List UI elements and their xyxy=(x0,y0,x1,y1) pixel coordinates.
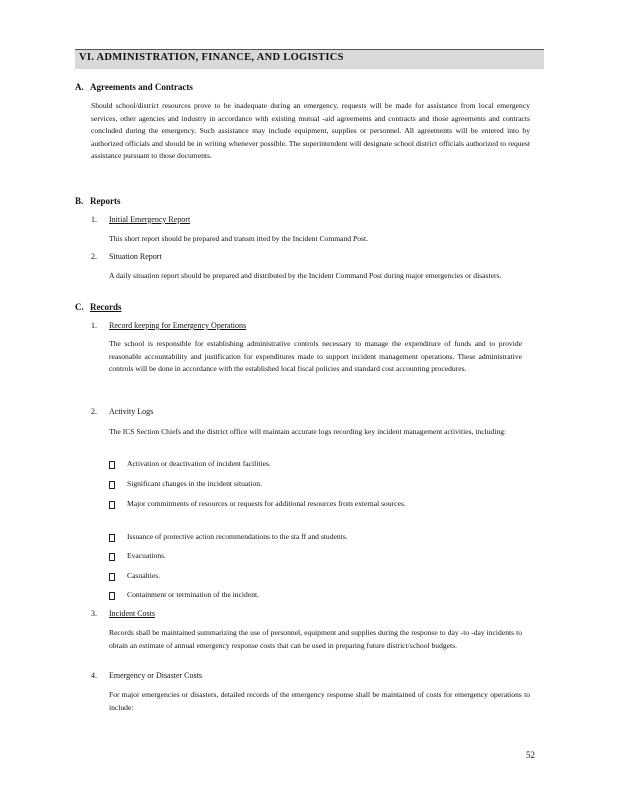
report-item-1-number: 1. xyxy=(91,215,97,224)
report-item-1-title: Initial Emergency Report xyxy=(109,215,191,224)
records-item-4-body: For major emergencies or disasters, detailed records of the emergency response shall be maintained of costs for emergency operations to include: xyxy=(109,690,530,712)
records-item-1-number: 1. xyxy=(91,321,97,330)
report-item-2-number: 2. xyxy=(91,252,97,261)
checkbox-bullet-icon xyxy=(109,501,115,509)
records-item-3-title: Incident Costs xyxy=(109,609,155,618)
activity-log-bullet-text: Activation or deactivation of incident facilities. xyxy=(127,459,271,468)
subsection-b-title: Reports xyxy=(90,196,121,206)
subsection-c-title: Records xyxy=(90,302,122,312)
records-item-1-body: The school is responsible for establishing administrative controls necessary to manage the expenditure of funds and to provide reasonable accountability and justification for expenditures made to support incident management operations. These administrative controls will be done in accordance with the established local fiscal policies and standard cost accounting procedures. xyxy=(109,339,522,374)
activity-log-bullet xyxy=(109,478,523,491)
activity-log-bullet xyxy=(109,498,523,524)
activity-log-bullet-text: Evacuations. xyxy=(127,551,167,560)
checkbox-bullet-icon xyxy=(109,553,115,561)
subsection-a-heading xyxy=(75,82,375,94)
activity-log-bullet-text: Major commitments of resources or requests for additional resources from external sources. xyxy=(127,499,406,508)
records-item-4-heading xyxy=(91,671,391,682)
report-item-1-heading xyxy=(91,215,391,226)
subsection-c-heading xyxy=(75,302,275,314)
records-item-3-heading xyxy=(91,609,391,620)
records-item-1-title: Record keeping for Emergency Operations xyxy=(109,321,247,330)
report-item-1-body: This short report should be prepared and transm itted by the Incident Command Post. xyxy=(109,234,368,243)
page-number: 52 xyxy=(526,750,535,760)
activity-log-bullet-text: Significant changes in the incident situation. xyxy=(127,479,262,488)
activity-log-bullet xyxy=(109,531,523,544)
activity-log-bullet-text: Issuance of protective action recommendations to the sta ff and students. xyxy=(127,532,348,541)
checkbox-bullet-icon xyxy=(109,573,115,581)
checkbox-bullet-icon xyxy=(109,481,115,489)
records-item-4-title: Emergency or Disaster Costs xyxy=(109,671,202,680)
section-header-bar xyxy=(75,49,544,69)
records-item-4-number: 4. xyxy=(91,671,97,680)
section-title: VI. ADMINISTRATION, FINANCE, AND LOGISTICS xyxy=(79,52,344,63)
activity-log-bullet xyxy=(109,550,523,563)
report-item-2-title: Situation Report xyxy=(109,252,162,261)
checkbox-bullet-icon xyxy=(109,461,115,469)
subsection-a-letter: A. xyxy=(75,82,84,92)
activity-log-bullet-text: Containment or termination of the incident. xyxy=(127,590,260,599)
records-item-2-number: 2. xyxy=(91,407,97,416)
activity-log-bullet xyxy=(109,570,523,583)
subsection-b-letter: B. xyxy=(75,196,84,206)
records-item-1-heading xyxy=(91,321,391,332)
records-item-3-body: Records shall be maintained summarizing the use of personnel, equipment and supplies during the response to day -to -day incidents to obtain an estimate of annual emergency response costs that can be used in preparing future district/school budgets. xyxy=(109,628,522,650)
records-item-3-number: 3. xyxy=(91,609,97,618)
activity-log-bullet-text: Casualties. xyxy=(127,571,161,580)
subsection-a-title: Agreements and Contracts xyxy=(90,82,193,92)
records-item-2-body: The ICS Section Chiefs and the district office will maintain accurate logs recording key incident management activities, including: xyxy=(109,427,507,436)
records-item-2-heading xyxy=(91,407,391,418)
report-item-2-heading xyxy=(91,252,391,263)
checkbox-bullet-icon xyxy=(109,592,115,600)
activity-log-bullet xyxy=(109,458,523,471)
activity-log-bullet xyxy=(109,589,523,602)
checkbox-bullet-icon xyxy=(109,534,115,542)
report-item-2-body: A daily situation report should be prepared and distributed by the Incident Command Post during major emergencies or disasters. xyxy=(109,271,502,280)
subsection-b-heading xyxy=(75,196,275,208)
subsection-a-body: Should school/district resources prove to be inadequate during an emergency, requests will be made for assistance from local emergency services, other agencies and industry in accordance with existing mutual -aid agreements and contracts and those agreements and contracts concluded during the emergency. Such assistance may include equipment, supplies or personnel. All agreements will be entered into by authorized officials and should be in writing whenever possible. The superintendent will designate school district officials authorized to request assistance pursuant to those documents. xyxy=(91,101,530,161)
records-item-2-title: Activity Logs xyxy=(109,407,154,416)
subsection-c-letter: C. xyxy=(75,302,84,312)
